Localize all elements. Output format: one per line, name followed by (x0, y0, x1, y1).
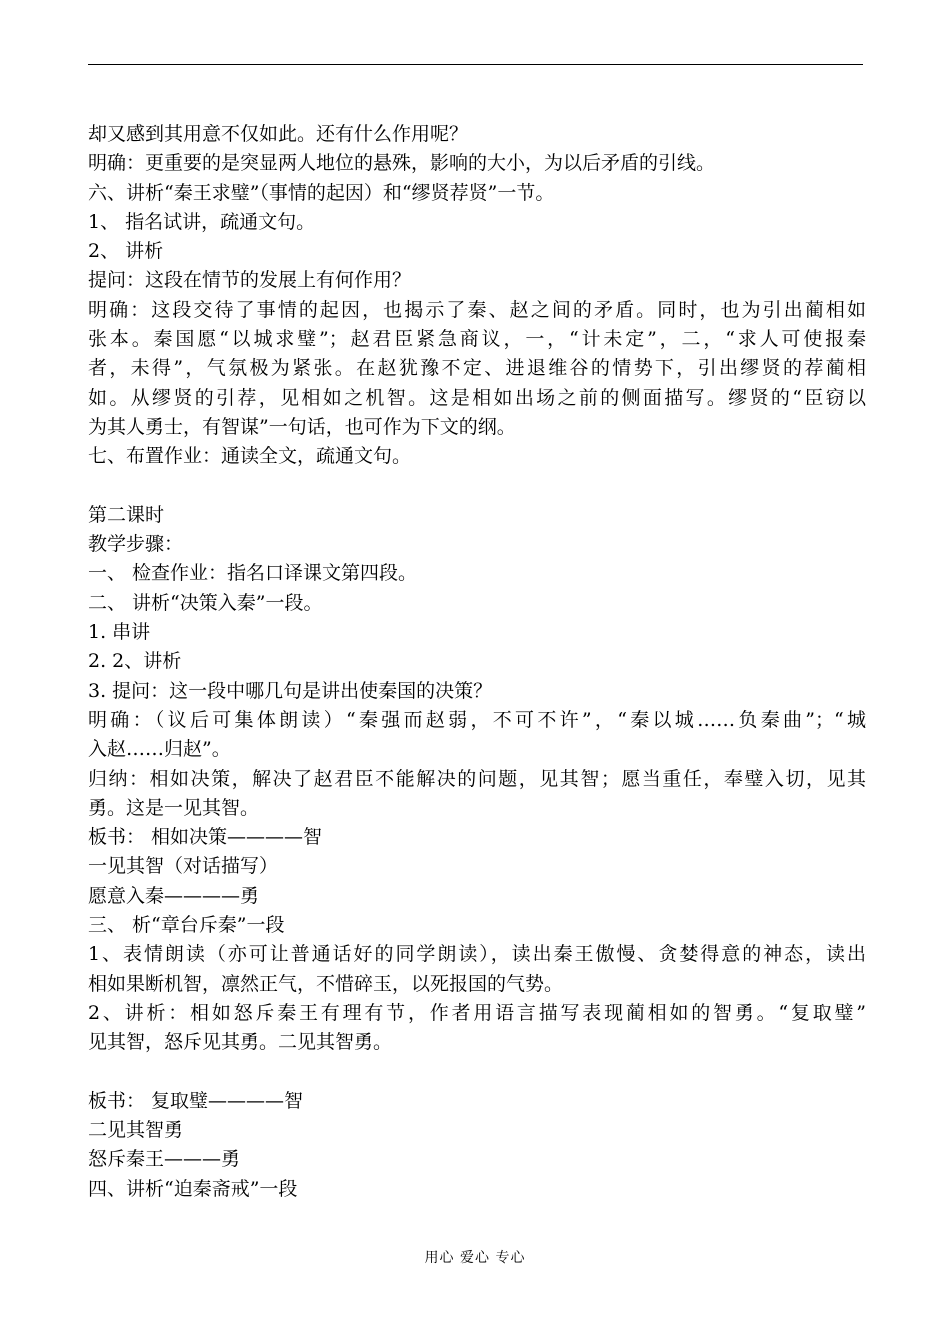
text-line: 二见其智勇 (88, 1119, 184, 1142)
text-line: 教学步骤： (88, 533, 184, 556)
text-line: 明确：更重要的是突显两人地位的悬殊，影响的大小，为以后矛盾的引线。 (88, 152, 716, 175)
text-line: 第二课时 (88, 503, 165, 526)
text-line: 1、 指名试讲，疏通文句。 (88, 210, 316, 233)
text-line: 张本。秦国愿“以城求璧”；赵君臣紧急商议，一，“计未定”，二，“求人可使报秦 (88, 328, 866, 351)
text-line: 怒斥秦王———勇 (88, 1148, 241, 1171)
text-line: 见其智，怒斥见其勇。二见其智勇。 (88, 1031, 393, 1054)
text-line: 板书： 复取璧————智 (88, 1089, 304, 1112)
text-line: 相如果断机智，凛然正气，不惜碎玉，以死报国的气势。 (88, 972, 564, 995)
blank-line (88, 472, 866, 501)
text-line: 归纳：相如决策，解决了赵君臣不能解决的问题，见其智；愿当重任，奉璧入切，见其 (88, 767, 866, 790)
text-line: 一见其智（对话描写） (88, 855, 279, 878)
text-line: 七、布置作业：通读全文，疏通文句。 (88, 445, 412, 468)
text-line: 勇。这是一见其智。 (88, 796, 260, 819)
text-line: 板书： 相如决策————智 (88, 826, 323, 849)
header-rule (88, 64, 863, 65)
text-line: 四、讲析“迫秦斋戒”一段 (88, 1177, 298, 1200)
text-line: 愿意入秦————勇 (88, 884, 260, 907)
text-line: 明确：这段交待了事情的起因，也揭示了秦、赵之间的矛盾。同时，也为引出蔺相如 (88, 298, 866, 321)
text-line: 六、讲析“秦王求璧”（事情的起因）和“缪贤荐贤”一节。 (88, 181, 555, 204)
text-line: 2、 讲析 (88, 240, 164, 263)
text-line: 如。从缪贤的引荐，见相如之机智。这是相如出场之前的侧面描写。缪贤的“臣窃以 (88, 386, 866, 409)
text-line: 1. 串讲 (88, 621, 151, 644)
text-line: 2、讲析：相如怒斥秦王有理有节，作者用语言描写表现蔺相如的智勇。“复取璧” (88, 1001, 866, 1024)
text-line: 1、表情朗读（亦可让普通话好的同学朗读），读出秦王傲慢、贪婪得意的神态，读出 (88, 943, 866, 966)
text-line: 一、 检查作业：指名口译课文第四段。 (88, 562, 418, 585)
text-line: 3. 提问：这一段中哪几句是讲出使秦国的决策？ (88, 679, 493, 702)
text-line: 为其人勇士，有智谋”一句话，也可作为下文的纲。 (88, 415, 516, 438)
text-line: 入赵……归赵”。 (88, 738, 231, 761)
text-line: 三、 析“章台斥秦”一段 (88, 914, 285, 937)
page-footer: 用心 爱心 专心 (424, 1250, 526, 1266)
text-line: 明确：（议后可集体朗读）“秦强而赵弱，不可不许”，“秦以城……负秦曲”；“城 (88, 708, 866, 731)
text-line: 2. 2、讲析 (88, 650, 182, 673)
text-line: 者，未得”，气氛极为紧张。在赵犹豫不定、进退维谷的情势下，引出缪贤的荐蔺相 (88, 357, 866, 380)
text-line: 提问：这段在情节的发展上有何作用？ (88, 269, 412, 292)
document-body (88, 120, 866, 1204)
text-line: 却又感到其用意不仅如此。还有什么作用呢？ (88, 123, 469, 145)
blank-line (88, 1058, 866, 1087)
text-line: 二、 讲析“决策入秦”一段。 (88, 591, 323, 614)
